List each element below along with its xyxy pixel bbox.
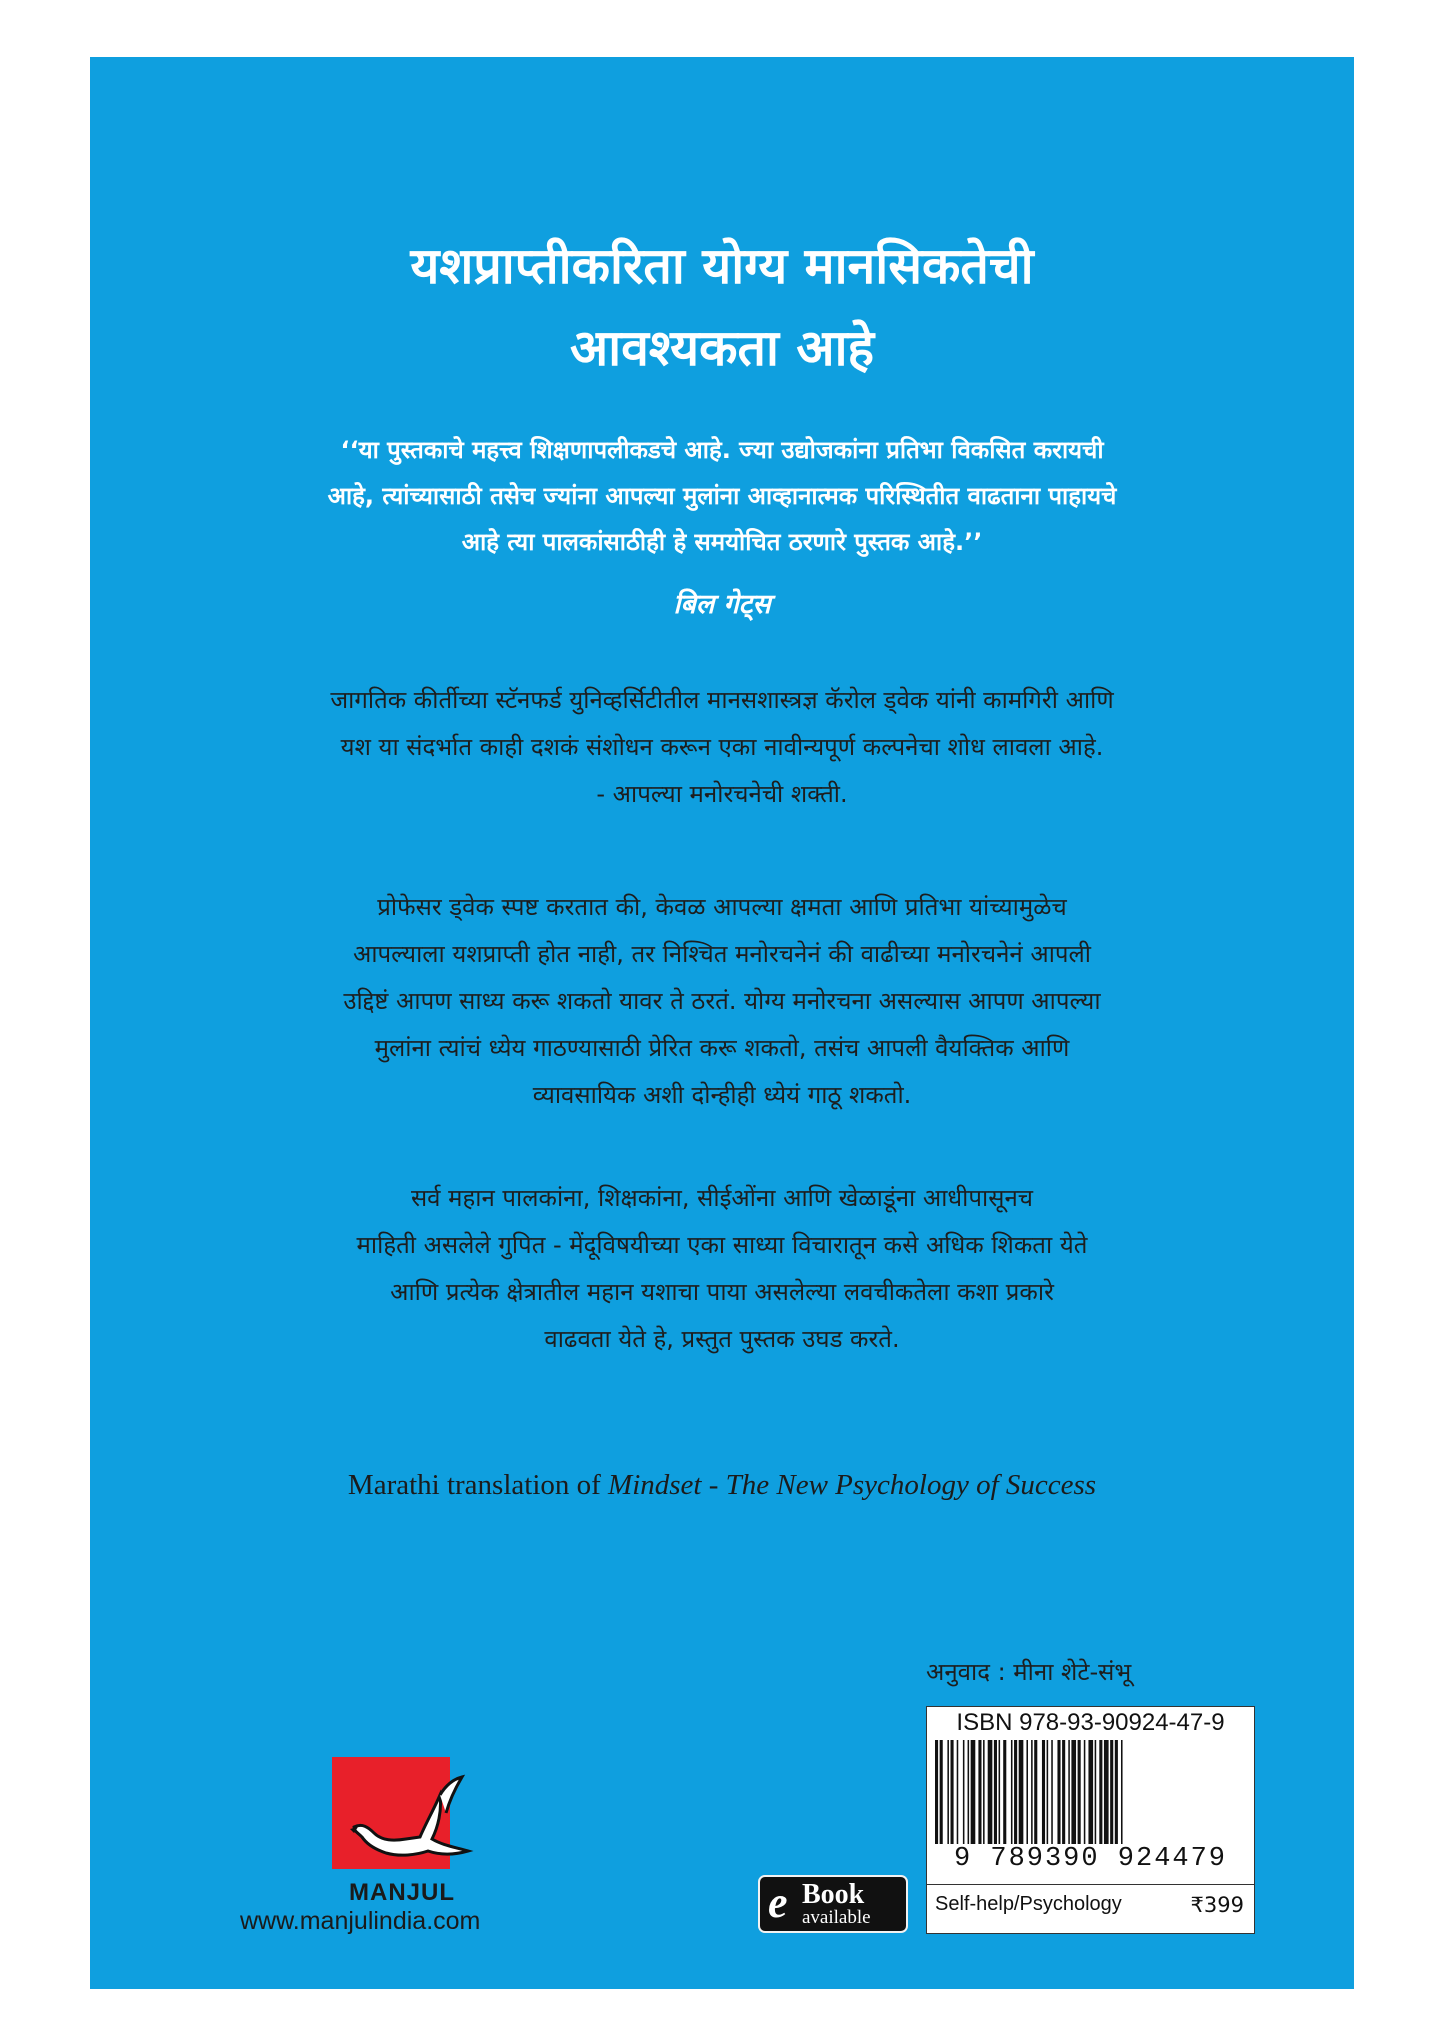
barcode-bar [1019,1740,1024,1844]
barcode-bar [971,1740,976,1844]
ebook-book-label: Book [802,1879,865,1910]
barcode-bar [1034,1740,1037,1844]
barcode-bar [1071,1740,1076,1844]
barcode-bar [1047,1740,1049,1844]
barcode-bar [1068,1740,1070,1844]
quote-author: बिल गेट्स [673,589,771,620]
translation-note [90,1469,1354,1502]
paragraph-line: प्रोफेसर ड्वेक स्पष्ट करतात की, केवळ आपल्या क्षमता आणि प्रतिभा यांच्यामुळेच [377,893,1067,921]
barcode-bar [1084,1740,1086,1844]
isbn-number: ISBN 978-93-90924-47-9 [956,1709,1225,1736]
barcode-bar [1078,1740,1081,1844]
barcode-divider [927,1884,1254,1885]
ebook-available-badge [758,1875,908,1933]
barcode-bar [1088,1740,1093,1844]
paragraph-line: वाढवता येते हे, प्रस्तुत पुस्तक उघड करते. [544,1325,900,1353]
barcode-bar [968,1740,970,1844]
book-back-cover [90,57,1354,1989]
paragraph-line: मुलांना त्यांचं ध्येय गाठण्यासाठी प्रेरित करू शकतो, तसंच आपली वैयक्तिक आणि [374,1034,1070,1062]
barcode-digits: 9 789390 924479 [953,1844,1228,1874]
isbn-barcode-block [926,1706,1255,1934]
barcode-bar [999,1740,1001,1844]
barcode-bar [1057,1740,1060,1844]
barcode-bar [1051,1740,1053,1844]
original-book-title: Mindset - The New Psychology of Success [608,1469,1097,1501]
barcode-bar [1014,1740,1017,1844]
book-category: Self-help/Psychology [935,1893,1122,1915]
endorsement-quote [190,427,1254,565]
paragraph-line: उद्दिष्टं आपण साध्य करू शकतो यावर ते ठरतं. योग्य मनोरचना असल्यास आपण आपल्या [343,987,1101,1015]
barcode-bar [940,1740,943,1844]
barcode-bar [951,1740,954,1844]
barcode-bar [957,1740,959,1844]
barcode-bar [1121,1740,1123,1844]
cover-heading [90,225,1354,389]
heading-line-2: आवश्यकता आहे [569,319,875,377]
barcode-bar [947,1740,949,1844]
book-price: ₹399 [1190,1893,1244,1917]
barcode-bar [1031,1740,1033,1844]
barcode-bar [978,1740,981,1844]
paragraph-line: सर्व महान पालकांना, शिक्षकांना, सीईओंना आणि खेळाडूंना आधीपासूनच [410,1184,1034,1212]
paragraph-line: माहिती असलेले गुपित - मेंदूविषयीच्या एका साध्या विचारातून कसे अधिक शिकता येते [356,1231,1088,1259]
barcode-bar [1095,1740,1097,1844]
barcode-bar [1110,1740,1113,1844]
publisher-website[interactable]: www.manjulindia.com [240,1907,481,1935]
barcode-bar [1104,1740,1109,1844]
quote-line-3: आहे त्या पालकांसाठीही हे समयोचित ठरणारे पुस्तक आहे.’’ [461,528,983,556]
description-paragraph-3 [190,1175,1254,1363]
barcode-bar [1115,1740,1118,1844]
barcode-bar [1062,1740,1065,1844]
paragraph-line: आणि प्रत्येक क्षेत्रातील महान यशाचा पाया असलेल्या लवचीकतेला कशा प्रकारे [390,1278,1054,1306]
barcode-bar [983,1740,985,1844]
paragraph-line: - आपल्या मनोरचनेची शक्ती. [596,780,848,808]
barcode-bar [1099,1740,1102,1844]
barcode-bar [935,1740,938,1844]
publisher-logo [328,1757,476,1877]
barcode-bar [1042,1740,1045,1844]
barcode-bar [994,1740,997,1844]
description-paragraph-1 [190,677,1254,818]
ebook-e-letter: e [768,1878,788,1927]
barcode-bar [1003,1740,1006,1844]
paragraph-line: व्यावसायिक अशी दोन्हीही ध्येयं गाठू शकतो. [532,1081,912,1109]
barcode-bar [1011,1740,1013,1844]
paragraph-line: यश या संदर्भात काही दशकं संशोधन करून एका नावीन्यपूर्ण कल्पनेचा शोध लावला आहे. [340,733,1104,761]
translation-prefix: Marathi translation of [347,1469,609,1501]
quote-line-2: आहे, त्यांच्यासाठी तसेच ज्यांना आपल्या मुलांना आव्हानात्मक परिस्थितीत वाढताना पाहायचे [327,482,1117,510]
description-paragraph-2 [190,884,1254,1119]
barcode-image [933,1740,1248,1844]
barcode-bar [963,1740,965,1844]
publisher-name: MANJUL [349,1879,455,1906]
quote-line-1: ‘‘या पुस्तकाचे महत्त्व शिक्षणापलीकडचे आहे. ज्या उद्योजकांना प्रतिभा विकसित करायची [340,436,1104,464]
translator-credit: अनुवाद : मीना शेटे-संभू [926,1658,1132,1686]
ebook-available-label: available [802,1907,871,1928]
paragraph-line: आपल्याला यशप्राप्ती होत नाही, तर निश्चित मनोरचनेनं की वाढीच्या मनोरचनेनं आपली [353,940,1091,968]
barcode-bar [988,1740,993,1844]
heading-line-1: यशप्राप्तीकरिता योग्य मानसिकतेची [410,237,1034,295]
barcode-bar [1026,1740,1028,1844]
paragraph-line: जागतिक कीर्तीच्या स्टॅनफर्ड युनिव्हर्सिटीतील मानसशास्त्रज्ञ कॅरोल ड्वेक यांनी कामगिरी आणि [330,686,1114,714]
